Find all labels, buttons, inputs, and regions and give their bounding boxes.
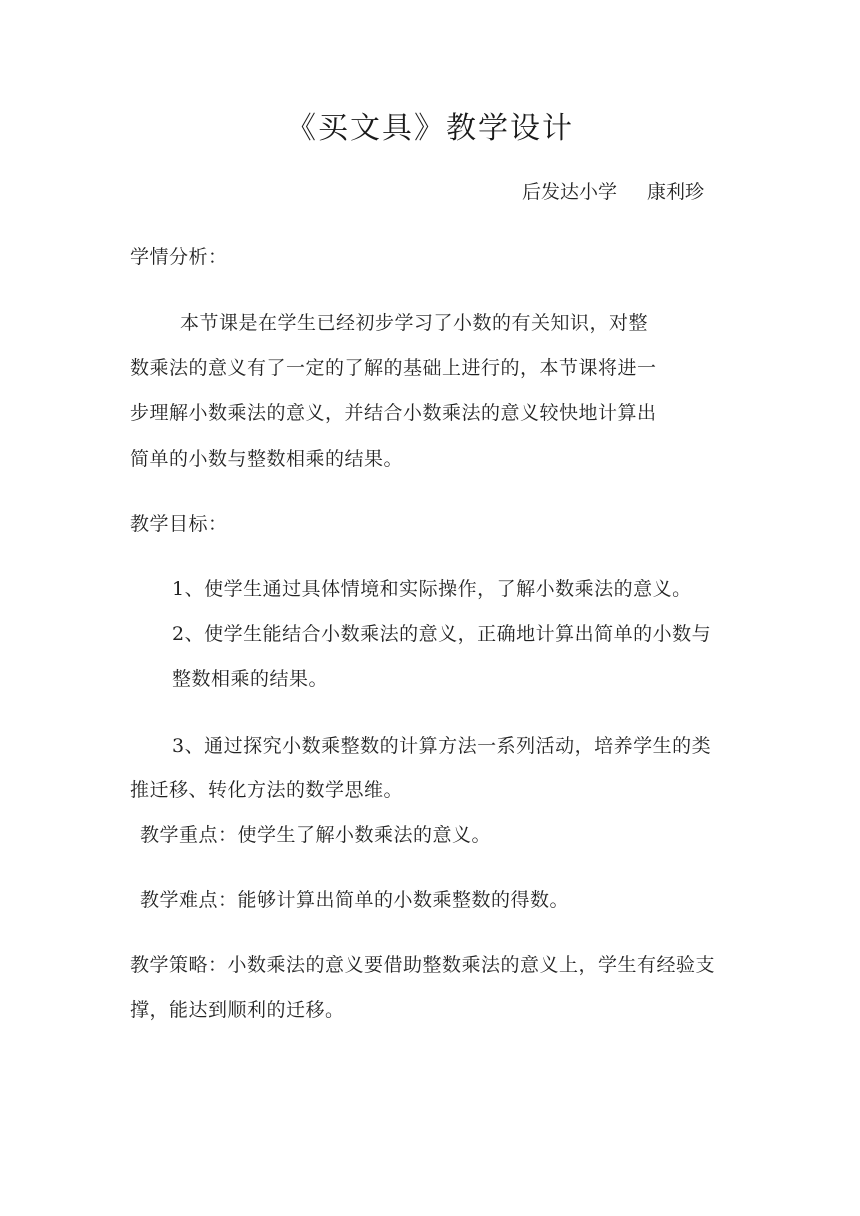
goal-item: 1、使学生通过具体情境和实际操作，了解小数乘法的意义。 bbox=[172, 578, 692, 600]
author-line bbox=[522, 179, 704, 205]
analysis-line: 数乘法的意义有了一定的了解的基础上进行的，本节课将进一 bbox=[130, 357, 657, 379]
goal-item-continuation: 推迁移、转化方法的数学思维。 bbox=[130, 779, 404, 801]
analysis-line: 本节课是在学生已经初步学习了小数的有关知识，对整 bbox=[180, 312, 649, 334]
strategy-line: 撑，能达到顺利的迁移。 bbox=[130, 999, 345, 1021]
analysis-heading: 学情分析： bbox=[130, 246, 228, 268]
goals-heading: 教学目标： bbox=[130, 513, 228, 535]
goal-item-continuation: 整数相乘的结果。 bbox=[172, 668, 329, 690]
author-name: 康利珍 bbox=[647, 181, 705, 203]
key-point: 教学重点：使学生了解小数乘法的意义。 bbox=[140, 824, 492, 846]
goal-item: 3、通过探究小数乘整数的计算方法一系列活动，培养学生的类 bbox=[172, 735, 712, 757]
analysis-line: 步理解小数乘法的意义，并结合小数乘法的意义较快地计算出 bbox=[130, 402, 657, 424]
goal-item: 2、使学生能结合小数乘法的意义，正确地计算出简单的小数与 bbox=[172, 623, 712, 645]
strategy-line: 教学策略：小数乘法的意义要借助整数乘法的意义上，学生有经验支 bbox=[130, 954, 716, 976]
document-title: 《买文具》教学设计 bbox=[286, 111, 574, 146]
analysis-line: 简单的小数与整数相乘的结果。 bbox=[130, 448, 404, 470]
difficulty: 教学难点：能够计算出简单的小数乘整数的得数。 bbox=[140, 889, 570, 911]
author-school: 后发达小学 bbox=[522, 181, 618, 203]
